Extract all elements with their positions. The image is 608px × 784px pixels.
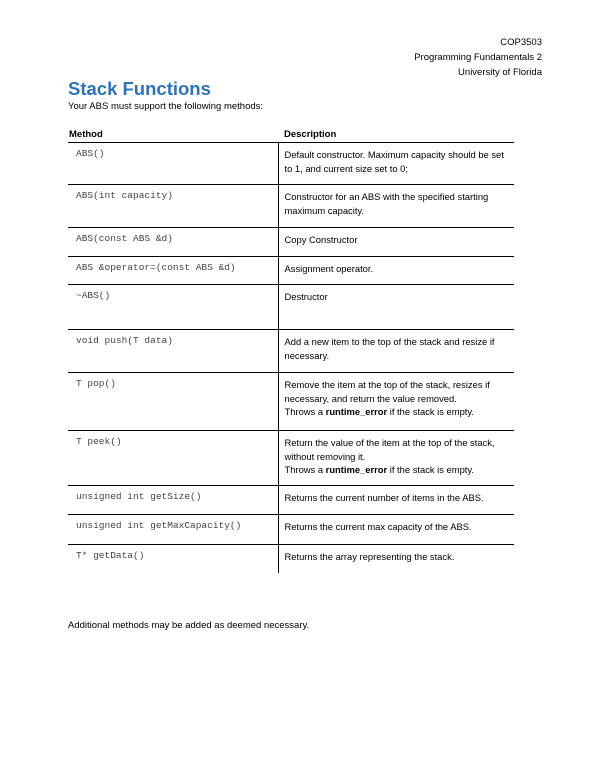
method-cell: unsigned int getMaxCapacity() bbox=[68, 515, 278, 545]
table-row bbox=[68, 515, 514, 545]
footer-note: Additional methods may be added as deemed necessary. bbox=[68, 620, 310, 631]
method-cell: ABS(const ABS &d) bbox=[68, 228, 278, 257]
description-cell: Copy Constructor bbox=[278, 228, 514, 257]
method-cell: T* getData() bbox=[68, 545, 278, 573]
throws-suffix: if the stack is empty. bbox=[389, 464, 474, 475]
method-cell: T peek() bbox=[68, 431, 278, 486]
description-cell: Constructor for an ABS with the specified starting maximum capacity. bbox=[278, 185, 514, 228]
throws-prefix: Throws a bbox=[284, 406, 324, 417]
description-column-header: Description bbox=[278, 127, 514, 143]
table-row bbox=[68, 330, 514, 373]
table-row bbox=[68, 143, 514, 185]
description-text: Remove the item at the top of the stack, resizes if necessary, and return the value removed. bbox=[284, 379, 490, 404]
runtime-error-text: runtime_error bbox=[325, 464, 388, 475]
document-header bbox=[414, 35, 542, 80]
description-cell: Destructor bbox=[278, 285, 514, 330]
method-cell: void push(T data) bbox=[68, 330, 278, 373]
throws-suffix: if the stack is empty. bbox=[389, 406, 474, 417]
course-code: COP3503 bbox=[500, 37, 542, 48]
method-cell: ABS() bbox=[68, 143, 278, 185]
method-cell: T pop() bbox=[68, 373, 278, 431]
table-row bbox=[68, 285, 514, 330]
course-name: Programming Fundamentals 2 bbox=[414, 52, 542, 63]
method-column-header: Method bbox=[68, 127, 278, 143]
table-row bbox=[68, 228, 514, 257]
description-cell: Returns the current max capacity of the ABS. bbox=[278, 515, 514, 545]
methods-table bbox=[68, 127, 514, 573]
table-row bbox=[68, 257, 514, 285]
description-cell: Returns the current number of items in the ABS. bbox=[278, 486, 514, 515]
university-name: University of Florida bbox=[458, 67, 542, 78]
description-cell: Returns the array representing the stack. bbox=[284, 551, 455, 562]
description-cell bbox=[278, 431, 514, 486]
description-cell: Assignment operator. bbox=[278, 257, 514, 285]
method-cell: ABS &operator=(const ABS &d) bbox=[68, 257, 278, 285]
section-title: Stack Functions bbox=[68, 78, 211, 99]
method-cell: ~ABS() bbox=[68, 285, 278, 330]
description-cell bbox=[278, 373, 514, 431]
description-text: Return the value of the item at the top of the stack, without removing it. bbox=[284, 437, 495, 462]
table-row bbox=[68, 486, 514, 515]
description-cell: Default constructor. Maximum capacity should be set to 1, and current size set to 0; bbox=[278, 143, 514, 185]
table-row bbox=[68, 373, 514, 431]
description-cell: Add a new item to the top of the stack and resize if necessary. bbox=[278, 330, 514, 373]
runtime-error-text: runtime_error bbox=[325, 406, 388, 417]
table-header-row bbox=[68, 127, 514, 143]
throws-prefix: Throws a bbox=[284, 464, 324, 475]
table-row bbox=[68, 185, 514, 228]
table-row bbox=[68, 431, 514, 486]
method-cell: unsigned int getSize() bbox=[68, 486, 278, 515]
table-row bbox=[68, 545, 514, 573]
intro-text: Your ABS must support the following methods: bbox=[68, 101, 264, 112]
method-cell: ABS(int capacity) bbox=[68, 185, 278, 228]
